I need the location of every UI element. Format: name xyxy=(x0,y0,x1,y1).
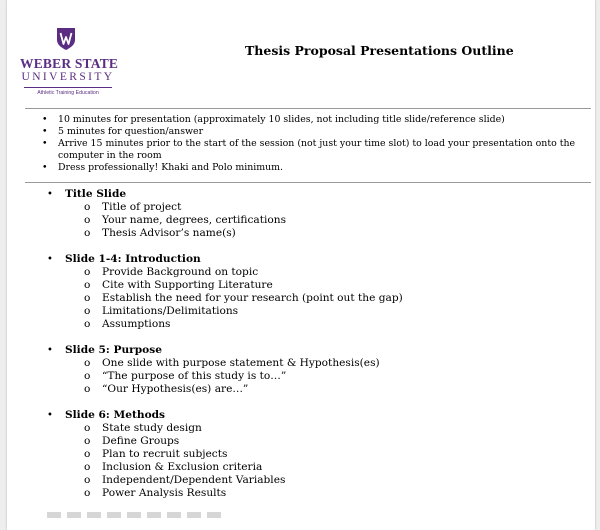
item-text: Plan to recruit subjects xyxy=(102,448,228,460)
sub-bullet-icon: o xyxy=(84,201,91,213)
sub-bullet-icon: o xyxy=(84,279,91,291)
list-item xyxy=(84,370,565,383)
item-text: Power Analysis Results xyxy=(102,487,227,499)
sub-bullet-icon: o xyxy=(84,266,91,278)
document-title: Thesis Proposal Presentations Outline xyxy=(245,43,514,58)
item-text: Inclusion & Exclusion criteria xyxy=(102,461,263,473)
list-item xyxy=(84,305,565,318)
note-text: 5 minutes for question/answer xyxy=(58,126,204,137)
outline-section xyxy=(47,253,565,331)
item-text: Establish the need for your research (point out the gap) xyxy=(102,292,403,304)
section-title: Slide 5: Purpose xyxy=(65,344,162,356)
logo-divider xyxy=(24,87,112,88)
item-text: “The purpose of this study is to…” xyxy=(102,370,287,382)
item-text: Provide Background on topic xyxy=(102,266,259,278)
item-text: Independent/Dependent Variables xyxy=(102,474,286,486)
document-page xyxy=(7,0,595,530)
list-item xyxy=(42,114,588,126)
list-item xyxy=(84,448,565,461)
list-item xyxy=(84,383,565,396)
section-divider xyxy=(25,182,591,183)
sub-bullet-icon: o xyxy=(84,292,91,304)
sub-bullet-icon: o xyxy=(84,435,91,447)
bullet-icon: • xyxy=(47,345,53,356)
item-text: Limitations/Delimitations xyxy=(102,305,239,317)
sub-bullet-icon: o xyxy=(84,422,91,434)
list-item xyxy=(84,422,565,435)
sub-bullet-icon: o xyxy=(84,214,91,226)
bullet-icon: • xyxy=(47,410,53,421)
item-text: Your name, degrees, certifications xyxy=(102,214,287,226)
item-text: Cite with Supporting Literature xyxy=(102,279,273,291)
sub-bullet-icon: o xyxy=(84,383,91,395)
list-item xyxy=(84,357,565,370)
shield-icon xyxy=(56,27,76,51)
sub-bullet-icon: o xyxy=(84,357,91,369)
sub-bullet-icon: o xyxy=(84,448,91,460)
university-logo xyxy=(20,27,119,97)
list-item xyxy=(42,126,588,138)
outline-section xyxy=(47,344,565,396)
item-text: Define Groups xyxy=(102,435,180,447)
list-item xyxy=(84,214,565,227)
list-item xyxy=(84,266,565,279)
note-text: 10 minutes for presentation (approximately 10 slides, not including title slide/reference slide) xyxy=(58,114,505,125)
faded-next-line xyxy=(47,512,227,518)
list-item xyxy=(84,461,565,474)
sub-bullet-icon: o xyxy=(84,461,91,473)
section-items xyxy=(65,266,565,331)
list-item xyxy=(42,138,588,162)
list-item xyxy=(84,318,565,331)
item-text: “Our Hypothesis(es) are…” xyxy=(102,383,249,395)
bullet-icon: • xyxy=(42,162,48,173)
section-items xyxy=(65,357,565,396)
list-item xyxy=(84,435,565,448)
list-item xyxy=(84,292,565,305)
section-title: Title Slide xyxy=(65,188,127,200)
item-text: Title of project xyxy=(102,201,182,213)
list-item xyxy=(84,227,565,240)
item-text: One slide with purpose statement & Hypothesis(es) xyxy=(102,357,380,369)
logo-department: Athletic Training Education xyxy=(37,90,99,96)
note-text: Dress professionally! Khaki and Polo minimum. xyxy=(58,162,284,173)
sub-bullet-icon: o xyxy=(84,370,91,382)
sub-bullet-icon: o xyxy=(84,487,91,499)
bullet-icon: • xyxy=(47,189,53,200)
outline-section xyxy=(47,188,565,240)
sub-bullet-icon: o xyxy=(84,318,91,330)
outline-section xyxy=(47,409,565,500)
logo-name-line2: UNIVERSITY xyxy=(21,71,115,83)
sub-bullet-icon: o xyxy=(84,474,91,486)
sub-bullet-icon: o xyxy=(84,227,91,239)
item-text: State study design xyxy=(102,422,202,434)
bullet-icon: • xyxy=(47,254,53,265)
list-item xyxy=(84,201,565,214)
note-text: Arrive 15 minutes prior to the start of the session (not just your time slot) to load your presentation onto the computer in the room xyxy=(58,138,576,161)
logo-name-line1: WEBER STATE xyxy=(20,56,119,71)
sub-bullet-icon: o xyxy=(84,305,91,317)
bullet-icon: • xyxy=(42,138,48,149)
item-text: Thesis Advisor’s name(s) xyxy=(102,227,236,239)
list-item xyxy=(84,279,565,292)
list-item xyxy=(84,474,565,487)
section-title: Slide 6: Methods xyxy=(65,409,166,421)
bullet-icon: • xyxy=(42,114,48,125)
presentation-notes xyxy=(42,114,588,174)
section-items xyxy=(65,422,565,500)
section-title: Slide 1-4: Introduction xyxy=(65,253,201,265)
item-text: Assumptions xyxy=(102,318,171,330)
section-items xyxy=(65,201,565,240)
bullet-icon: • xyxy=(42,126,48,137)
list-item xyxy=(84,487,565,500)
top-divider xyxy=(25,108,591,109)
list-item xyxy=(42,162,588,174)
slide-outline xyxy=(47,188,565,513)
